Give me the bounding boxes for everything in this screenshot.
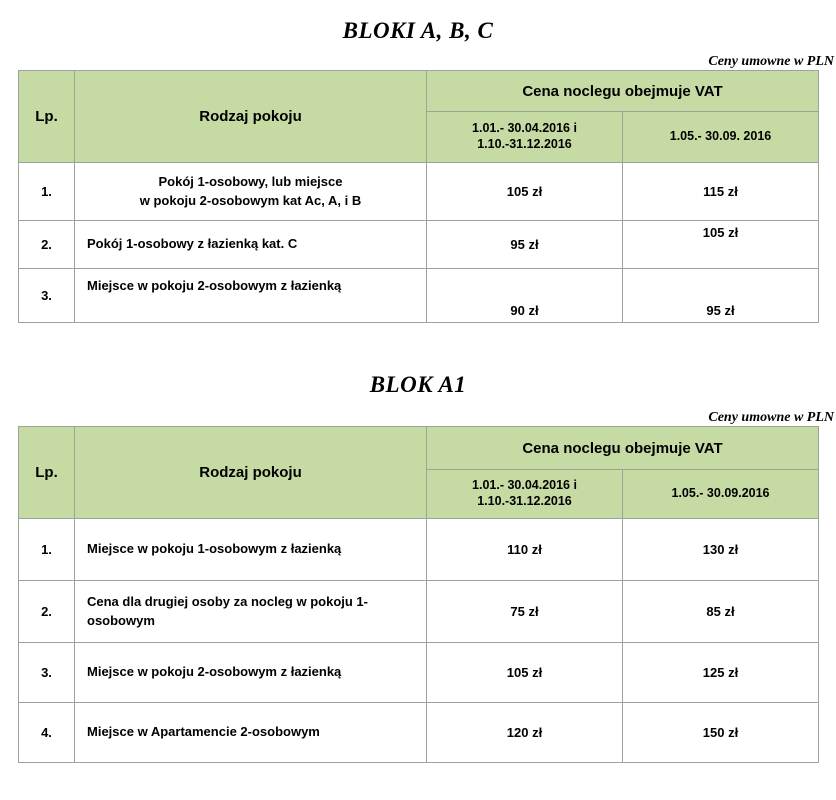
column-header-season-2: 1.05.- 30.09.2016: [623, 470, 819, 519]
row-lp: 1.: [19, 519, 75, 581]
row-price-season-2: 125 zł: [623, 643, 819, 703]
currency-note-blok-a1: Ceny umowne w PLN: [708, 410, 834, 425]
price-block-blok-a1: [0, 360, 836, 763]
row-price-season-2: 115 zł: [623, 163, 819, 221]
table-row: [19, 269, 819, 323]
row-price-season-1: 95 zł: [427, 221, 623, 269]
row-price-season-1: 110 zł: [427, 519, 623, 581]
season-1-line2: 1.10.-31.12.2016: [477, 494, 572, 508]
price-table-bloki-abc: [18, 70, 819, 323]
row-room-type: Miejsce w Apartamencie 2-osobowym: [75, 703, 427, 763]
row-lp: 1.: [19, 163, 75, 221]
row-price-season-1: 120 zł: [427, 703, 623, 763]
table-header-bloki-abc: [19, 71, 819, 163]
row-lp: 3.: [19, 269, 75, 323]
column-header-lp: Lp.: [19, 71, 75, 163]
row-price-season-2: 130 zł: [623, 519, 819, 581]
page-title-bloki-abc: BLOKI A, B, C: [342, 18, 494, 43]
row-lp: 3.: [19, 643, 75, 703]
table-row: [19, 703, 819, 763]
row-price-season-1: 105 zł: [427, 163, 623, 221]
row-price-season-2: 95 zł: [623, 269, 819, 323]
page-title-blok-a1: BLOK A1: [369, 372, 467, 397]
row-price-season-1: 105 zł: [427, 643, 623, 703]
row-room-type: Miejsce w pokoju 2-osobowym z łazienką: [75, 269, 427, 323]
column-header-price-group: Cena noclegu obejmuje VAT: [427, 71, 819, 112]
column-header-price-group: Cena noclegu obejmuje VAT: [427, 427, 819, 470]
row-lp: 2.: [19, 581, 75, 643]
row-desc-line1: Pokój 1-osobowy, lub miejsce: [158, 173, 343, 189]
column-header-lp: Lp.: [19, 427, 75, 519]
row-price-season-2: 105 zł: [623, 221, 819, 269]
row-price-season-1: 75 zł: [427, 581, 623, 643]
row-price-season-2: 85 zł: [623, 581, 819, 643]
row-price-season-2: 150 zł: [623, 703, 819, 763]
column-header-room-type: Rodzaj pokoju: [75, 427, 427, 519]
row-lp: 4.: [19, 703, 75, 763]
table-row: [19, 519, 819, 581]
table-row: [19, 643, 819, 703]
season-1-line1: 1.01.- 30.04.2016 i: [472, 121, 577, 136]
row-price-season-1: 90 zł: [427, 269, 623, 323]
season-1-line1: 1.01.- 30.04.2016 i: [472, 478, 577, 493]
row-room-type: Miejsce w pokoju 2-osobowym z łazienką: [75, 643, 427, 703]
column-header-season-2: 1.05.- 30.09. 2016: [623, 112, 819, 163]
row-room-type: Pokój 1-osobowy z łazienką kat. C: [75, 221, 427, 269]
currency-note-bloki-abc: Ceny umowne w PLN: [708, 54, 834, 69]
row-room-type: [75, 163, 427, 221]
row-room-type: [75, 581, 427, 643]
row-desc-line2: osobowym: [87, 612, 155, 628]
column-header-season-1: [427, 112, 623, 163]
season-1-line2: 1.10.-31.12.2016: [477, 137, 572, 151]
price-table-blok-a1: [18, 426, 819, 763]
column-header-room-type: Rodzaj pokoju: [75, 71, 427, 163]
table-header-blok-a1: [19, 427, 819, 519]
row-lp: 2.: [19, 221, 75, 269]
table-row: [19, 221, 819, 269]
table-row: [19, 581, 819, 643]
table-row: [19, 163, 819, 221]
column-header-season-1: [427, 470, 623, 519]
row-desc-line1: Cena dla drugiej osoby za nocleg w pokoju 1-: [87, 593, 368, 609]
row-room-type: Miejsce w pokoju 1-osobowym z łazienką: [75, 519, 427, 581]
price-block-bloki-abc: [0, 0, 836, 323]
row-desc-line2: w pokoju 2-osobowym kat Ac, A, i B: [139, 192, 362, 208]
